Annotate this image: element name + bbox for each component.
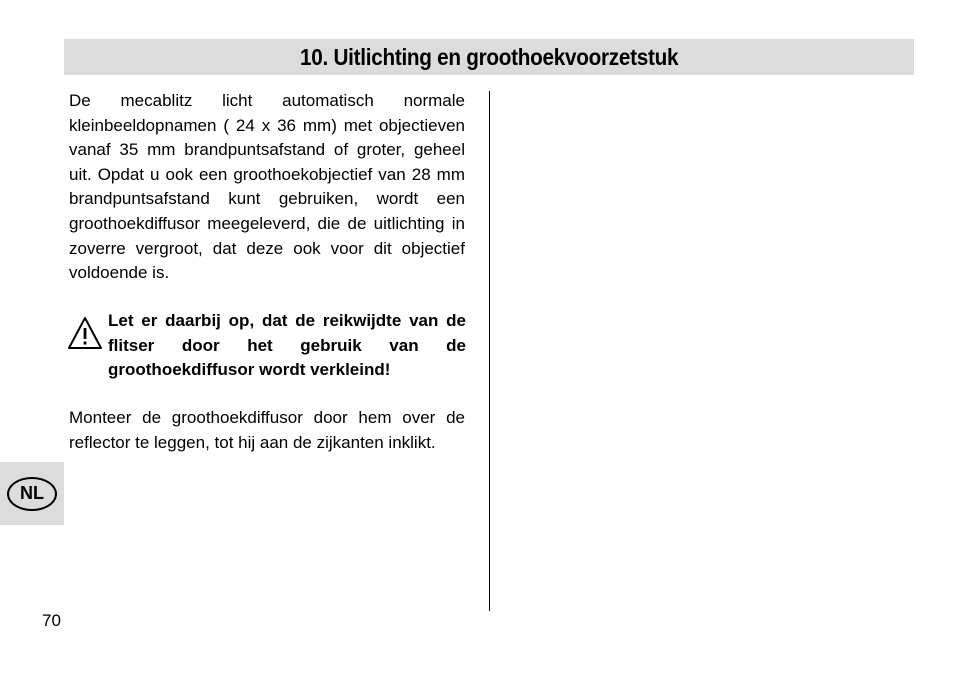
language-badge: NL — [7, 477, 57, 511]
intro-paragraph-block — [69, 89, 465, 286]
page-number: 70 — [42, 611, 61, 630]
mounting-paragraph: Monteer de groothoekdiffusor door hem over de reflector te leggen, tot hij aan de zijkanten inklikt. — [69, 408, 465, 452]
column-divider — [489, 91, 490, 611]
warning-triangle-icon — [67, 315, 103, 351]
language-tab — [0, 462, 64, 525]
section-header — [64, 39, 914, 75]
mounting-paragraph-block — [69, 406, 465, 455]
warning-text: Let er daarbij op, dat de reikwijdte van de flitser door het gebruik van de groothoekdiffusor wordt verkleind! — [108, 311, 466, 380]
warning-notice — [67, 309, 467, 383]
intro-paragraph: De mecablitz licht automatisch normale kleinbeeldopnamen ( 24 x 36 mm) met objectieven vanaf 35 mm brandpuntsafstand of groter, geheel uit. Opdat u ook een groothoekobjectief van 28 mm brandpuntsafstand kunt gebruiken, wordt een groothoekdiffusor meegeleverd, die de uitlichting in zoverre vergroot, dat deze ook voor dit objectief voldoende is. — [69, 91, 465, 283]
section-title: 10. Uitlichting en groothoekvoorzetstuk — [299, 43, 679, 70]
